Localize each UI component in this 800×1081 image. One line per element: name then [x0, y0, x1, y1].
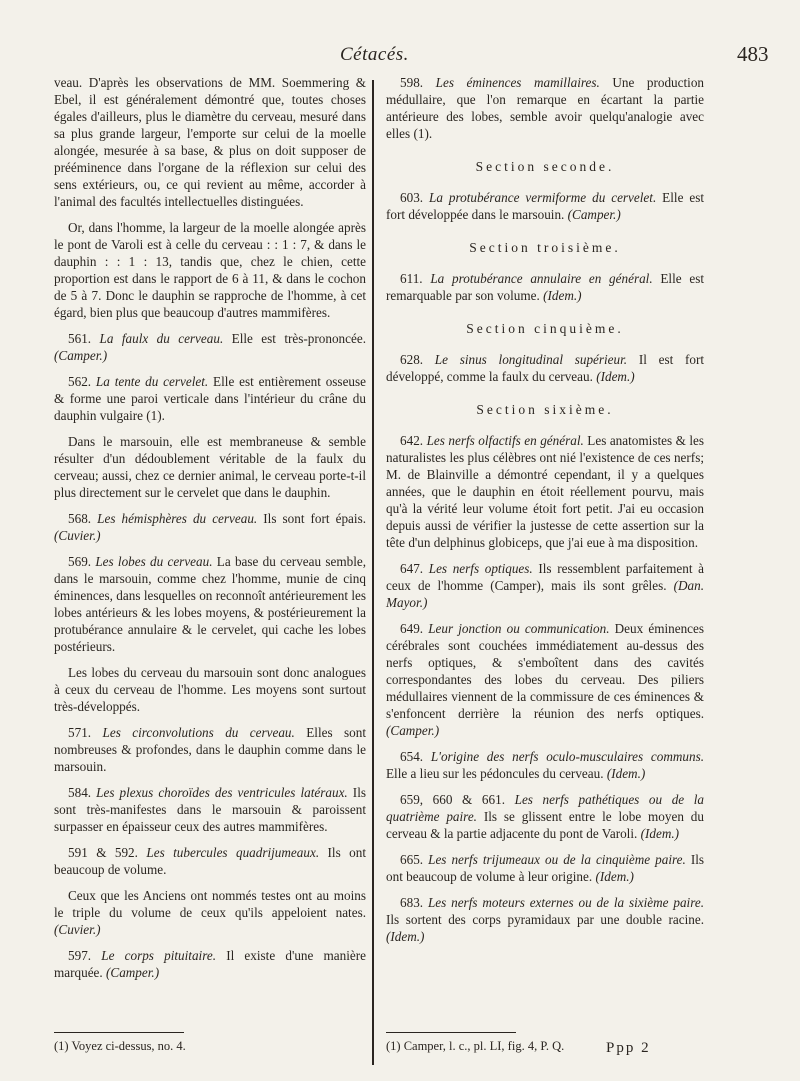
entry-number: 654.	[400, 749, 424, 764]
source-citation: (Camper.)	[567, 207, 621, 222]
entry-title: Les tubercules quadrijumeaux.	[146, 845, 320, 860]
page-number: 483	[737, 42, 769, 66]
numbered-entry	[54, 947, 366, 981]
entry-title: La faulx du cerveau.	[99, 331, 224, 346]
source-citation: (Camper.)	[386, 723, 440, 738]
source-citation: (Cuvier.)	[54, 528, 101, 543]
numbered-entry	[54, 373, 366, 424]
right-column	[386, 74, 704, 954]
entry-title: La tente du cervelet.	[95, 374, 209, 389]
numbered-entry	[386, 74, 704, 142]
entry-text: Dans le marsouin, elle est membraneuse & semble résulter d'un dédoublement véritable de la faulx du cerveau; aussi, chez ce dernier animal, le cerveau porte-t-il plus directement sur le cervelet que dans le dauphin.	[54, 434, 366, 500]
entry-number: 571.	[68, 725, 92, 740]
footnote-right	[386, 1018, 704, 1054]
entry-text: Les lobes du cerveau du marsouin sont donc analogues à ceux du cerveau de l'homme. Les moyens sont surtout très-développés.	[54, 665, 366, 714]
paragraph	[54, 74, 366, 210]
entry-title: Les nerfs optiques.	[428, 561, 533, 576]
entry-text: veau. D'après les observations de MM. Soemmering & Ebel, il est généralement démontré que, toutes choses égales d'ailleurs, plus le diamètre du cerveau, mesuré dans sa plus grande largeur, l'emporte sur celui de la moelle alongée, mesurée à sa base, & plus on doit supposer de prééminence dans l'organe de la réflexion sur celui des sens extérieurs, ou, ce qui revient au même, accorder à l'animal des facultés intellectuelles distinguées.	[54, 75, 366, 209]
entry-text: Elle a lieu sur les pédoncules du cerveau.	[386, 766, 604, 781]
source-citation: (Camper.)	[54, 348, 108, 363]
entry-title: Leur jonction ou communication.	[428, 621, 610, 636]
numbered-entry	[386, 894, 704, 945]
column-divider	[372, 80, 374, 1065]
footnote-right-text: (1) Camper, l. c., pl. LI, fig. 4, P. Q.	[386, 1039, 565, 1053]
entry-text: Il existe d'une manière marquée.	[54, 948, 367, 980]
numbered-entry	[54, 553, 366, 655]
numbered-entry	[54, 784, 366, 835]
numbered-entry	[386, 351, 704, 385]
section-heading: Section seconde.	[475, 159, 615, 174]
entry-title: La protubérance vermiforme du cervelet.	[429, 190, 657, 205]
entry-number: 562.	[68, 374, 92, 389]
numbered-entry	[386, 620, 704, 739]
entry-title: Les lobes du cerveau.	[95, 554, 213, 569]
entry-title: Les hémisphères du cerveau.	[97, 511, 258, 526]
entry-title: Les nerfs olfactifs en général.	[426, 433, 584, 448]
entry-text: Ils ressemblent parfaitement à ceux de l'homme (Camper), mais ils sont grêles.	[386, 561, 704, 593]
entry-number: 647.	[400, 561, 424, 576]
paragraph	[54, 219, 366, 321]
entry-number: 649.	[400, 621, 424, 636]
footnote-rule	[54, 1032, 184, 1033]
numbered-entry	[54, 844, 366, 878]
entry-title: La protubérance annulaire en général.	[430, 271, 653, 286]
entry-text: Ils ont beaucoup de volume à leur origine.	[386, 852, 705, 884]
entry-text: Il est fort développé, comme la faulx du cerveau.	[386, 352, 704, 384]
entry-text: Ils ont beaucoup de volume.	[54, 845, 366, 877]
entry-text: Ils se glissent entre le lobe moyen du cerveau & la partie adjacente du pont de Varoli.	[386, 809, 704, 841]
entry-number: 611.	[400, 271, 423, 286]
entry-number: 683.	[400, 895, 424, 910]
entry-title: Les plexus choroïdes des ventricules latéraux.	[96, 785, 348, 800]
entry-text: Ils sont fort épais.	[257, 511, 367, 526]
entry-title: Les nerfs pathétiques ou de la quatrième paire.	[386, 792, 704, 824]
numbered-entry	[54, 330, 366, 364]
entry-number: 628.	[400, 352, 424, 367]
numbered-entry	[54, 510, 366, 544]
entry-text: Elles sont nombreuses & profondes, dans le dauphin comme dans le marsouin.	[54, 725, 367, 774]
source-citation: (Cuvier.)	[54, 922, 101, 937]
entry-text: Elle est remarquable par son volume.	[386, 271, 704, 303]
source-citation: (Dan. Mayor.)	[386, 578, 704, 610]
entry-number: 598.	[400, 75, 424, 90]
entry-title: Le sinus longitudinal supérieur.	[434, 352, 628, 367]
entry-text: Les anatomistes & les naturalistes les plus célèbres ont nié l'existence de ces nerfs; M. de Blainville a démontré cependant, il y a quelques années, que le dauphin en étoit réellement pourvu, mais qu'à la vérité leur volume étoit fort petit. J'ai eu occasion depuis aussi de vérifier la justesse de cette assertion sur la tête d'un delphinus globiceps, que j'ai eue à ma disposition.	[386, 433, 704, 550]
footnote-rule	[386, 1032, 516, 1033]
entry-number: 591 & 592.	[68, 845, 138, 860]
entry-title: Le corps pituitaire.	[101, 948, 217, 963]
source-citation: (Idem.)	[640, 826, 680, 841]
paragraph	[54, 433, 366, 501]
entry-text: La base du cerveau semble, dans le marsouin, comme chez l'homme, munie de cinq éminences, dans lesquelles on reconnoît antérieurement les lobes antérieurs & les lobes moyens, & postérieurement la protubérance annulaire & le cervelet, qui cache les lobes postérieurs.	[54, 554, 367, 654]
source-citation: (Camper.)	[106, 965, 160, 980]
entry-text: Deux éminences cérébrales sont couchées immédiatement au-dessus des nerfs optiques, & s'emboîtent dans des cavités correspondantes des lobes du cerveau. Des piliers médullaires viennent de la commissure de ces éminences & s'enfoncent derrière la réunion des nerfs optiques.	[386, 621, 705, 721]
entry-number: 597.	[68, 948, 92, 963]
entry-text: Ceux que les Anciens ont nommés testes ont au moins le triple du volume de ceux qu'ils appeloient nates.	[54, 888, 366, 920]
section-heading: Section sixième.	[476, 402, 614, 417]
source-citation: (Idem.)	[543, 288, 582, 303]
source-citation: (Idem.)	[606, 766, 646, 781]
entry-title: Les circonvolutions du cerveau.	[102, 725, 295, 740]
numbered-entry	[386, 189, 704, 223]
paragraph	[54, 664, 366, 715]
entry-title: Les nerfs trijumeaux ou de la cinquième paire.	[428, 852, 686, 867]
numbered-entry	[54, 724, 366, 775]
entry-title: Les éminences mamillaires.	[435, 75, 600, 90]
entry-text: Elle est entièrement osseuse & forme une paroi verticale dans l'intérieur du crâne du dauphin vulgaire (1).	[54, 374, 366, 423]
numbered-entry	[386, 748, 704, 782]
entry-number: 642.	[400, 433, 424, 448]
entry-text: Ils sont très-manifestes dans le marsouin & paroissent surpasser en épaisseur ceux des autres mammifères.	[54, 785, 366, 834]
numbered-entry	[386, 270, 704, 304]
running-title: Cétacés.	[340, 44, 409, 65]
entry-text: Elle est fort développée dans le marsouin.	[386, 190, 705, 222]
entry-text: Ils sortent des corps pyramidaux par une double racine.	[386, 912, 704, 927]
entry-number: 568.	[68, 511, 92, 526]
entry-number: 569.	[68, 554, 92, 569]
signature-mark: Ppp 2	[606, 1040, 651, 1056]
section-heading: Section troisième.	[469, 240, 621, 255]
entry-title: Les nerfs moteurs externes ou de la sixième paire.	[427, 895, 704, 910]
source-citation: (Idem.)	[386, 929, 425, 944]
numbered-entry	[386, 851, 704, 885]
numbered-entry	[386, 791, 704, 842]
left-column	[54, 74, 366, 990]
section-heading: Section cinquième.	[466, 321, 624, 336]
paragraph	[54, 887, 366, 938]
footnote-left-text: (1) Voyez ci-dessus, no. 4.	[54, 1039, 186, 1053]
entry-text: Une production médullaire, que l'on remarque en écartant la partie antérieure des lobes, semble avoir quelqu'analogie avec elles (1).	[386, 75, 705, 141]
entry-number: 659, 660 & 661.	[400, 792, 505, 807]
entry-number: 584.	[68, 785, 92, 800]
source-citation: (Idem.)	[596, 369, 635, 384]
entry-number: 561.	[68, 331, 92, 346]
entry-title: L'origine des nerfs oculo-musculaires communs.	[430, 749, 704, 764]
numbered-entry	[386, 560, 704, 611]
entry-text: Or, dans l'homme, la largeur de la moelle alongée après le pont de Varoli est à celle du cerveau : : 1 : 7, & dans le dauphin : : 1 : 13, tandis que, chez le chien, cette proportion est dans le rapport de 6 à 11, & dans le cochon de 5 à 7. Donc le dauphin se rapproche de l'homme, à cet égard, bien plus que beaucoup d'autres mammifères.	[54, 220, 366, 320]
numbered-entry	[386, 432, 704, 551]
entry-number: 603.	[400, 190, 424, 205]
source-citation: (Idem.)	[595, 869, 634, 884]
page-header	[0, 38, 800, 68]
entry-text: Elle est très-prononcée.	[223, 331, 367, 346]
footnote-left	[54, 1018, 366, 1054]
entry-number: 665.	[400, 852, 424, 867]
